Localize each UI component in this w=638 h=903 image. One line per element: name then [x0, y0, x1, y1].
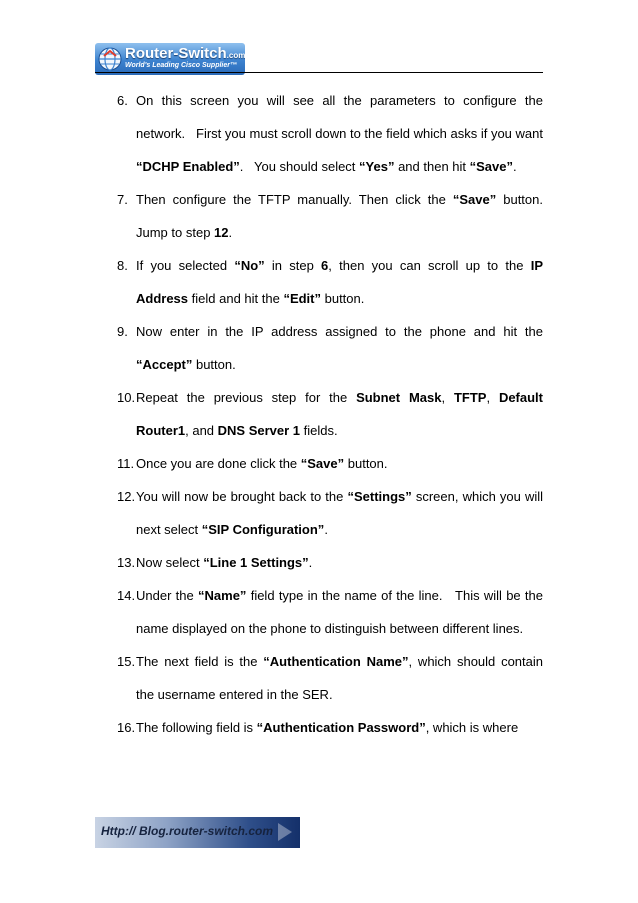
step-text-segment: ,	[441, 390, 454, 405]
instruction-list	[117, 84, 547, 744]
emphasized-term: IP Address	[136, 258, 547, 306]
step-text-segment: in step	[264, 258, 322, 273]
step-text-segment: On this screen you will see all the parameters to configure the network. First you must scroll down to the field which asks if you want	[136, 93, 547, 141]
logo-name: Router-Switch.com	[125, 45, 245, 62]
emphasized-term: “Edit”	[283, 291, 321, 306]
arrow-icon	[278, 823, 292, 841]
step-number: 12.	[117, 489, 136, 504]
emphasized-term: “Yes”	[359, 159, 395, 174]
step-number: 11.	[117, 456, 135, 471]
emphasized-term: “Save”	[452, 192, 497, 207]
logo-domain: .com	[226, 51, 245, 60]
step-text-segment: Now select	[136, 555, 204, 570]
emphasized-term: “Save”	[469, 159, 514, 174]
step-text-segment: .	[228, 225, 233, 240]
blog-url-banner	[95, 817, 300, 848]
step-text-segment: and then hit	[394, 159, 470, 174]
step-text-segment: , and	[185, 423, 218, 438]
step-text	[136, 645, 547, 711]
emphasized-term: “Authentication Name”	[263, 654, 409, 669]
instruction-step	[117, 546, 543, 579]
step-text-segment: Under the	[136, 588, 199, 603]
logo-tagline: World's Leading Cisco Supplier™	[125, 62, 237, 69]
emphasized-term: 6	[321, 258, 329, 273]
step-text-segment: , which is where	[425, 720, 519, 735]
step-text-segment: The next field is the	[136, 654, 264, 669]
step-text-segment: .	[324, 522, 328, 537]
instruction-step	[117, 447, 543, 480]
step-text-segment: Now enter in the IP address assigned to the phone and hit the	[136, 324, 547, 339]
header-divider	[95, 72, 543, 73]
step-text-segment: button. Jump to step	[136, 192, 547, 240]
step-text-segment: If you selected	[136, 258, 235, 273]
step-text-segment: Once you are done click the	[136, 456, 301, 471]
step-text-segment: . You should select	[239, 159, 360, 174]
step-number: 8.	[117, 258, 128, 273]
step-text-segment: button.	[321, 291, 365, 306]
step-text	[136, 381, 547, 447]
step-text-segment: screen, which you will next select	[136, 489, 547, 537]
step-text	[136, 315, 547, 381]
step-text	[136, 480, 547, 546]
emphasized-term: “Authentication Password”	[256, 720, 426, 735]
step-text-segment: fields.	[300, 423, 338, 438]
step-number: 16.	[117, 720, 136, 735]
emphasized-term: 12	[214, 225, 229, 240]
step-number: 14.	[117, 588, 136, 603]
step-text-segment: , then you can scroll up to the	[328, 258, 531, 273]
step-number: 9.	[117, 324, 128, 339]
instruction-step	[117, 579, 547, 645]
instruction-step	[117, 315, 547, 381]
step-text-segment: button.	[192, 357, 236, 372]
step-text	[136, 546, 543, 579]
step-text	[136, 84, 547, 183]
blog-url-text: Http:// Blog.router-switch.com	[101, 824, 273, 838]
step-text-segment: button.	[344, 456, 388, 471]
step-text-segment: .	[513, 159, 517, 174]
step-number: 13.	[117, 555, 136, 570]
instruction-step	[117, 249, 547, 315]
instruction-step	[117, 711, 543, 744]
emphasized-term: “DCHP Enabled”	[136, 159, 240, 174]
step-text-segment: field type in the name of the line. This will be the name displayed on the phone to distinguish between different lines.	[136, 588, 547, 636]
step-text	[136, 447, 543, 480]
step-text-segment: You will now be brought back to the	[136, 489, 348, 504]
emphasized-term: “SIP Configuration”	[201, 522, 325, 537]
step-number: 6.	[117, 93, 128, 108]
step-number: 7.	[117, 192, 128, 207]
step-text-segment: ,	[486, 390, 499, 405]
step-text-segment: The following field is	[136, 720, 257, 735]
step-text	[136, 183, 547, 249]
emphasized-term: Default Router1	[136, 390, 547, 438]
instruction-step	[117, 183, 547, 249]
step-text	[136, 711, 543, 744]
emphasized-term: “Accept”	[136, 357, 193, 372]
emphasized-term: TFTP	[453, 390, 487, 405]
emphasized-term: Subnet Mask	[356, 390, 442, 405]
instruction-step	[117, 480, 547, 546]
instruction-step	[117, 645, 547, 711]
step-number: 10.	[117, 390, 136, 405]
globe-icon	[98, 47, 122, 71]
step-text	[136, 579, 547, 645]
step-text-segment: field and hit the	[188, 291, 284, 306]
step-text	[136, 249, 547, 315]
router-switch-logo	[95, 43, 245, 75]
emphasized-term: “Name”	[198, 588, 247, 603]
step-text-segment: , which should contain the username entered in the SER.	[136, 654, 547, 702]
emphasized-term: “Line 1 Settings”	[203, 555, 309, 570]
emphasized-term: DNS Server 1	[217, 423, 301, 438]
instruction-step	[117, 84, 547, 183]
step-text-segment: Then configure the TFTP manually. Then click the	[136, 192, 453, 207]
emphasized-term: “Settings”	[347, 489, 412, 504]
step-number: 15.	[117, 654, 136, 669]
step-text-segment: Repeat the previous step for the	[136, 390, 357, 405]
step-text-segment: .	[308, 555, 313, 570]
instruction-step	[117, 381, 547, 447]
emphasized-term: “Save”	[300, 456, 345, 471]
emphasized-term: “No”	[234, 258, 265, 273]
